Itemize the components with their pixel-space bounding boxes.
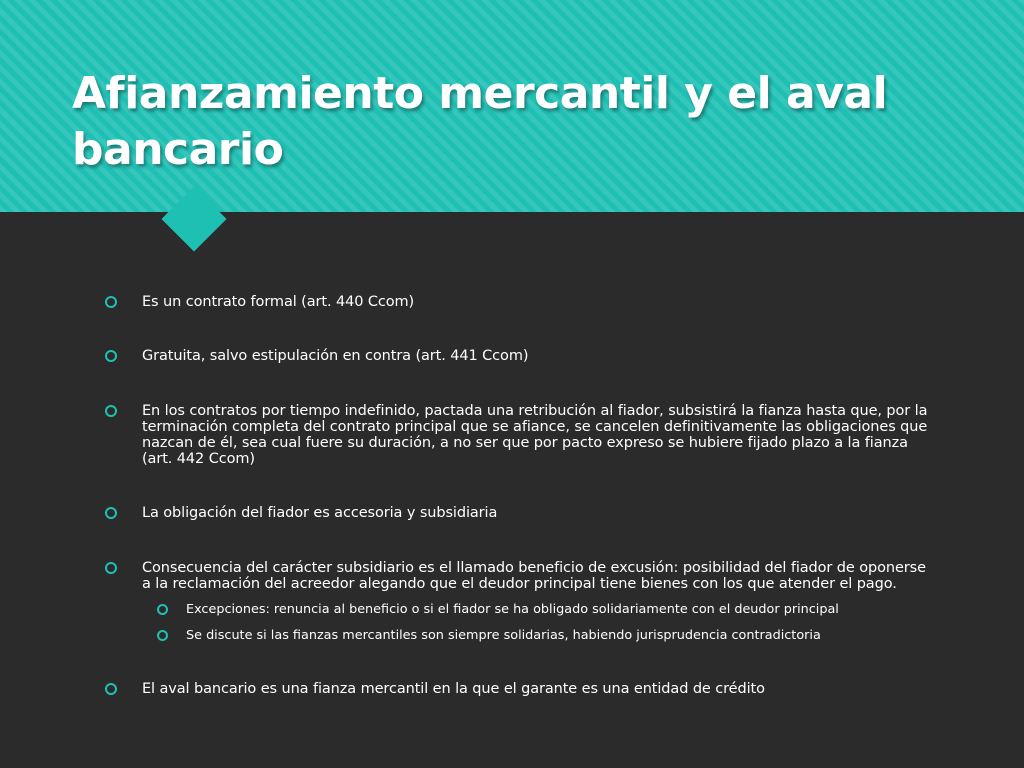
sub-bullet-text: Se discute si las fianzas mercantiles son siempre solidarias, habiendo jurisprudencia contradictoria [186,628,821,643]
hollow-circle-icon [105,562,117,574]
bullet-item [104,294,934,310]
sub-bullet-item [156,602,934,618]
bullet-text: Es un contrato formal (art. 440 Ccom) [142,294,415,310]
bullet-item [104,560,934,592]
hollow-circle-icon [105,405,117,417]
bullet-item [104,505,934,521]
bullet-text: Gratuita, salvo estipulación en contra (art. 441 Ccom) [142,348,529,364]
bullet-list [104,294,934,697]
sub-bullet-text: Excepciones: renuncia al beneficio o si el fiador se ha obligado solidariamente con el deudor principal [186,602,839,617]
bullet-text: La obligación del fiador es accesoria y subsidiaria [142,505,498,521]
hollow-circle-icon [157,630,168,641]
hollow-circle-icon [105,507,117,519]
bullet-item [104,403,934,467]
hollow-circle-icon [105,296,117,308]
slide-title: Afianzamiento mercantil y el aval bancario [72,68,888,175]
bullet-item [104,348,934,364]
bullet-text: En los contratos por tiempo indefinido, pactada una retribución al fiador, subsistirá la fianza hasta que, por la terminación completa del contrato principal que se afiance, se cancelen definitivamente las obligaciones que nazcan de él, sea cual fuere su duración, a no ser que por pacto expreso se hubiere fijado plazo a la fianza (art. 442 Ccom) [142,403,928,467]
hollow-circle-icon [105,683,117,695]
hollow-circle-icon [157,604,168,615]
bullet-item [104,681,934,697]
bullet-text: El aval bancario es una fianza mercantil en la que el garante es una entidad de crédito [142,681,765,697]
sub-bullet-item [156,628,934,644]
hollow-circle-icon [105,350,117,362]
bullet-text: Consecuencia del carácter subsidiario es el llamado beneficio de excusión: posibilidad del fiador de oponerse a la reclamación del acreedor alegando que el deudor principal tiene bienes con los que atender el pago. [142,560,926,592]
